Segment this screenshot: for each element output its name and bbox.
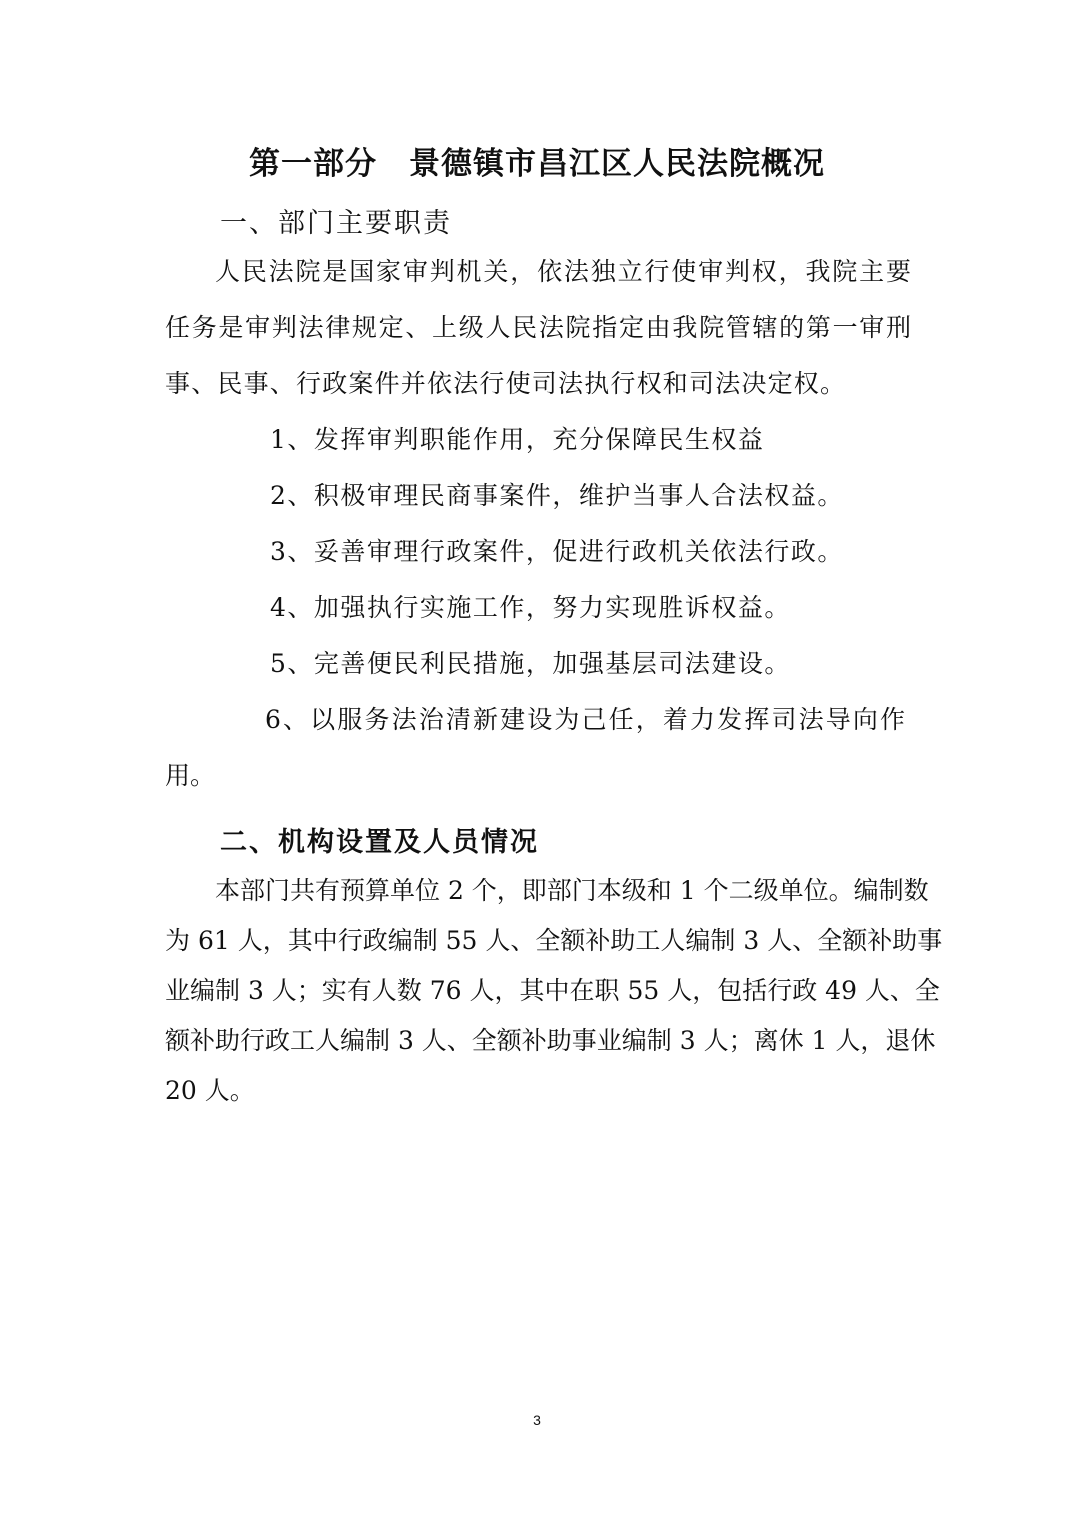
duty-item: 1、发挥审判职能作用，充分保障民生权益 (270, 425, 765, 454)
page-number: 3 (533, 1412, 541, 1428)
paragraph-line: 任务是审判法律规定、上级人民法院指定由我院管辖的第一审刑 (165, 313, 911, 342)
section-heading-duties: 一、部门主要职责 (220, 208, 452, 239)
duty-item: 2、积极审理民商事案件，维护当事人合法权益。 (270, 481, 844, 510)
paragraph-line: 人民法院是国家审判机关，依法独立行使审判权，我院主要 (215, 257, 911, 286)
paragraph-line: 本部门共有预算单位 2 个，即部门本级和 1 个二级单位。编制数 (215, 876, 929, 905)
duty-item-continuation: 用。 (165, 761, 216, 790)
duty-item: 5、完善便民利民措施，加强基层司法建设。 (270, 649, 791, 678)
duty-item: 6、以服务法治清新建设为己任，着力发挥司法导向作 (265, 705, 905, 734)
paragraph-line: 业编制 3 人；实有人数 76 人，其中在职 55 人，包括行政 49 人、全 (165, 976, 940, 1005)
duty-item: 4、加强执行实施工作，努力实现胜诉权益。 (270, 593, 791, 622)
section-heading-organization: 二、机构设置及人员情况 (220, 827, 539, 858)
paragraph-line: 20 人。 (165, 1076, 255, 1105)
paragraph-line: 事、民事、行政案件并依法行使司法执行权和司法决定权。 (165, 369, 847, 398)
duty-item: 3、妥善审理行政案件，促进行政机关依法行政。 (270, 537, 844, 566)
paragraph-line: 为 61 人，其中行政编制 55 人、全额补助工人编制 3 人、全额补助事 (165, 926, 943, 955)
page-title: 第一部分 景德镇市昌江区人民法院概况 (249, 146, 825, 182)
paragraph-line: 额补助行政工人编制 3 人、全额补助事业编制 3 人；离休 1 人，退休 (165, 1026, 936, 1055)
